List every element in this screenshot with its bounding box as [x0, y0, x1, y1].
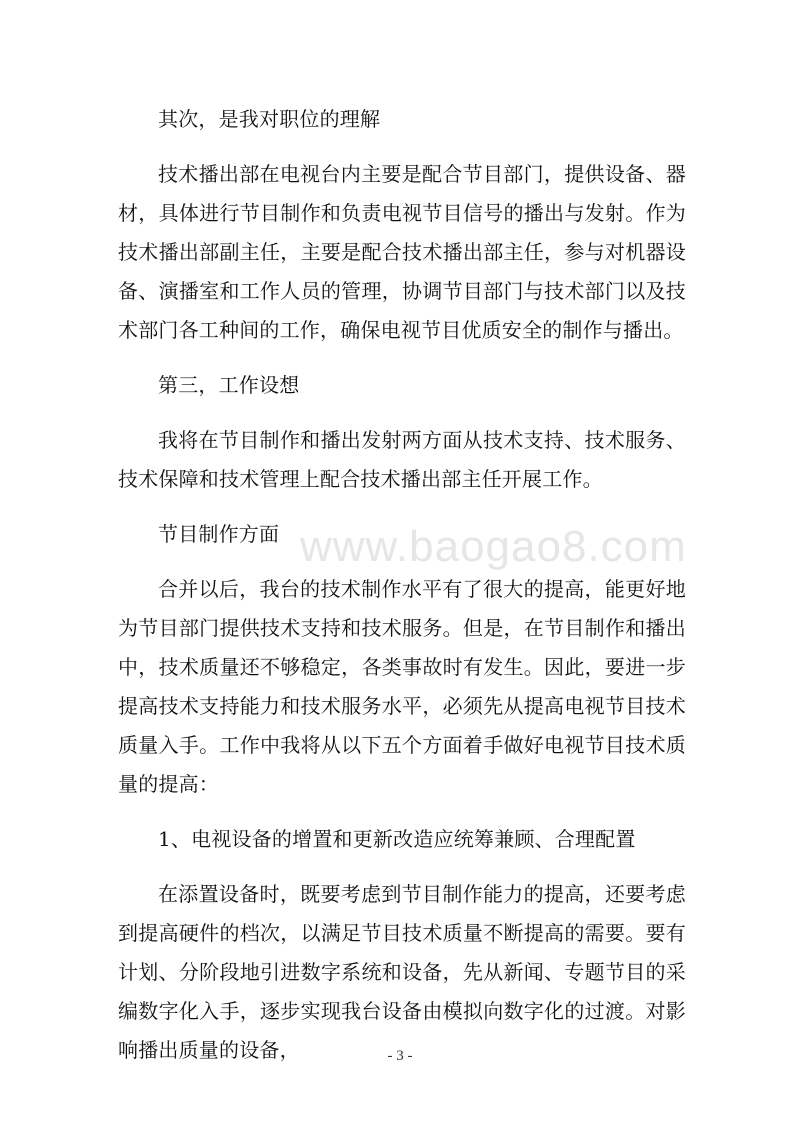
watermark: www.baogao8.com: [300, 522, 687, 571]
paragraph-work-plan: 我将在节目制作和播出发射两方面从技术支持、技术服务、技术保障和技术管理上配合技术播出部主任开展工作。: [118, 428, 686, 491]
page-number: - 3 -: [387, 1048, 413, 1064]
subheading-program-production: 节目制作方面: [158, 522, 280, 546]
list-item-1-heading: 1、电视设备的增置和更新改造应统筹兼顾、合理配置: [158, 827, 636, 851]
paragraph-program-production: 合并以后，我台的技术制作水平有了很大的提高，能更好地为节目部门提供技术支持和技术服务。但是，在节目制作和播出中，技术质量还不够稳定，各类事故时有发生。因此，要进一步提高技术支持能力和技术服务水平，必须先从提高电视节目技术质量入手。工作中我将从以下五个方面着手做好电视节目技术质量的提高：: [118, 577, 686, 796]
document-body: [118, 100, 686, 1086]
paragraph-role-description: 技术播出部在电视台内主要是配合节目部门，提供设备、器材，具体进行节目制作和负责电视节目信号的播出与发射。作为技术播出部副主任，主要是配合技术播出部主任，参与对机器设备、演播室和工作人员的管理，协调节目部门与技术部门以及技术部门各工种间的工作，确保电视节目优质安全的制作与播出。: [118, 162, 686, 342]
section-heading-understanding: 其次，是我对职位的理解: [158, 107, 381, 131]
paragraph-equipment: 在添置设备时，既要考虑到节目制作能力的提高，还要考虑到提高硬件的档次，以满足节目技术质量不断提高的需要。要有计划、分阶段地引进数字系统和设备，先从新闻、专题节目的采编数字化入手，逐步实现我台设备由模拟向数字化的过渡。对影响播出质量的设备，: [118, 882, 686, 1062]
section-heading-work-plan: 第三，工作设想: [158, 373, 300, 397]
